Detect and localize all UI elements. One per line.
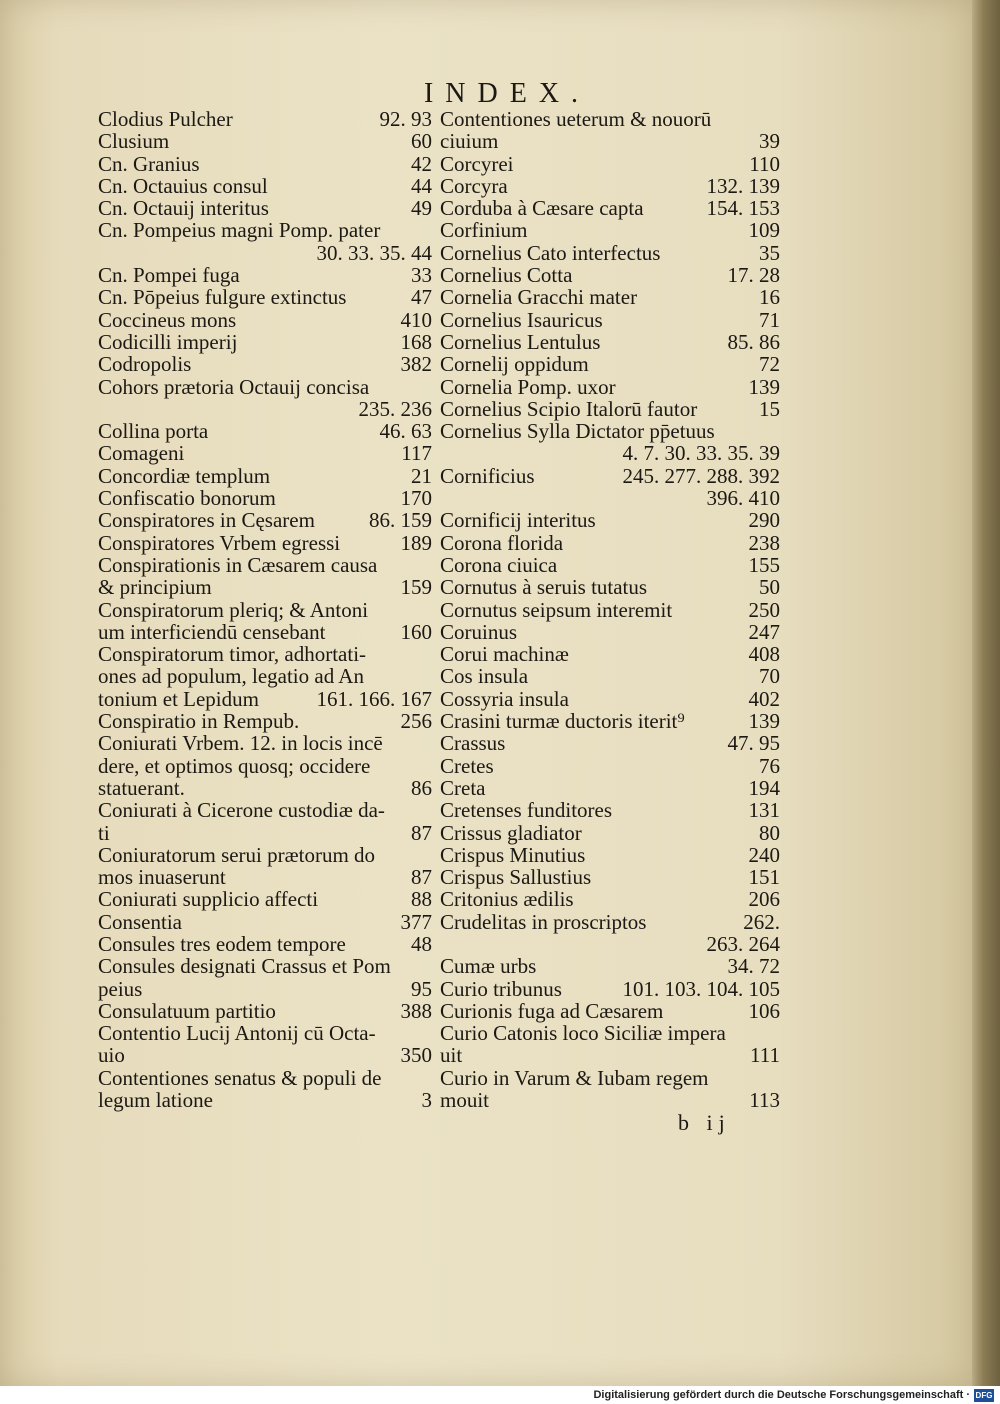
index-entry xyxy=(98,755,432,777)
entry-page-numbers: 263. 264 xyxy=(706,931,780,956)
index-entry xyxy=(440,777,780,799)
index-entry xyxy=(98,844,432,866)
entry-page-numbers: 161. 166. 167 xyxy=(316,686,432,711)
index-entry xyxy=(98,197,432,219)
index-entry xyxy=(98,822,432,844)
footer-bar xyxy=(0,1386,1000,1404)
entry-text: Cn. Octauij interitus xyxy=(98,196,269,221)
entry-text: Cn. Pompei fuga xyxy=(98,263,240,288)
entry-text: Cornelius Sylla Dictator pp̄etuus xyxy=(440,419,715,444)
entry-text: Clodius Pulcher xyxy=(98,107,233,131)
entry-text: Conspiratores Vrbem egressi xyxy=(98,530,341,555)
entry-text: Cumæ urbs xyxy=(440,954,537,979)
entry-text: Cretenses funditores xyxy=(440,798,613,823)
entry-text: ti xyxy=(98,820,110,845)
entry-text: Crassus xyxy=(440,731,506,756)
entry-page-numbers: 39 xyxy=(759,129,780,154)
entry-text: Curio Catonis loco Siciliæ impera xyxy=(440,1021,726,1046)
index-entry xyxy=(98,710,432,732)
entry-text: Corfinium xyxy=(440,218,528,243)
entry-text: Comageni xyxy=(98,441,185,466)
entry-text: Critonius ædilis xyxy=(440,887,574,912)
index-entry xyxy=(98,933,432,955)
entry-page-numbers: 382 xyxy=(400,352,432,377)
entry-page-numbers: 194 xyxy=(748,775,780,800)
signature-mark: b ij xyxy=(678,1110,731,1135)
entry-page-numbers: 168 xyxy=(400,329,432,354)
entry-page-numbers: 238 xyxy=(748,530,780,555)
index-entry xyxy=(98,554,432,576)
index-entry xyxy=(98,175,432,197)
entry-page-numbers: 206 xyxy=(748,887,780,912)
index-entry xyxy=(440,643,780,665)
entry-text: Cornelius Cato interfectus xyxy=(440,240,661,265)
entry-text: Crispus Sallustius xyxy=(440,865,592,890)
entry-page-numbers: 402 xyxy=(748,686,780,711)
index-column-right xyxy=(440,108,780,1111)
entry-page-numbers: 50 xyxy=(759,575,780,600)
index-entry xyxy=(440,242,780,264)
index-entry xyxy=(98,688,432,710)
entry-page-numbers: 139 xyxy=(748,374,780,399)
index-entry xyxy=(440,665,780,687)
entry-text: Coniurati à Cicerone custodiæ da- xyxy=(98,798,385,823)
entry-page-numbers: 76 xyxy=(759,753,780,778)
entry-text: Cornificius xyxy=(440,463,535,488)
entry-page-numbers: 154. 153 xyxy=(706,196,780,221)
index-entry xyxy=(98,1044,432,1066)
index-entry xyxy=(98,866,432,888)
entry-text: statuerant. xyxy=(98,775,185,800)
entry-text: Cornelius Scipio Italorū fautor xyxy=(440,396,698,421)
index-entry xyxy=(440,1089,780,1111)
index-entry xyxy=(98,509,432,531)
entry-page-numbers: 247 xyxy=(748,619,780,644)
index-entry xyxy=(440,732,780,754)
entry-page-numbers: 106 xyxy=(748,998,780,1023)
entry-page-numbers: 35 xyxy=(759,240,780,265)
entry-page-numbers: 15 xyxy=(759,396,780,421)
entry-text: Collina porta xyxy=(98,419,209,444)
index-entry xyxy=(98,465,432,487)
entry-page-numbers: 47. 95 xyxy=(727,731,780,756)
entry-text: Cornelius Isauricus xyxy=(440,307,603,332)
index-entry xyxy=(440,599,780,621)
entry-page-numbers: 92. 93 xyxy=(379,107,432,131)
entry-page-numbers: 240 xyxy=(748,842,780,867)
entry-page-numbers: 60 xyxy=(411,129,432,154)
index-entry xyxy=(440,1022,780,1044)
entry-page-numbers: 3 xyxy=(421,1088,432,1113)
entry-page-numbers: 88 xyxy=(411,887,432,912)
index-entry xyxy=(98,353,432,375)
entry-text: Cn. Octauius consul xyxy=(98,173,268,198)
index-entry xyxy=(98,911,432,933)
entry-text: Contentiones ueterum & nouorū xyxy=(440,107,712,131)
index-entry xyxy=(440,331,780,353)
index-entry xyxy=(440,353,780,375)
entry-text: Cornelius Lentulus xyxy=(440,329,601,354)
index-entry xyxy=(98,1089,432,1111)
entry-text: Conspiratorum timor, adhortati- xyxy=(98,642,367,667)
index-entry xyxy=(440,398,780,420)
entry-text: Cretes xyxy=(440,753,494,778)
entry-text: legum latione xyxy=(98,1088,213,1113)
entry-page-numbers: 95 xyxy=(411,976,432,1001)
index-entry xyxy=(98,978,432,1000)
entry-page-numbers: 113 xyxy=(749,1088,780,1113)
entry-page-numbers: 256 xyxy=(400,709,432,734)
index-entry xyxy=(440,175,780,197)
entry-page-numbers: 21 xyxy=(411,463,432,488)
index-entry xyxy=(440,264,780,286)
entry-page-numbers: 159 xyxy=(400,575,432,600)
index-entry xyxy=(440,219,780,241)
entry-text: Corcyrei xyxy=(440,151,514,176)
entry-text: Cornelia Gracchi mater xyxy=(440,285,638,310)
page-edge xyxy=(972,0,1000,1386)
entry-text: Cn. Pompeius magni Pomp. pater xyxy=(98,218,381,243)
index-entry xyxy=(440,822,780,844)
index-entry xyxy=(440,309,780,331)
index-entry xyxy=(98,108,432,130)
entry-text: Cohors prætoria Octauij concisa xyxy=(98,374,370,399)
entry-page-numbers: 87 xyxy=(411,820,432,845)
entry-page-numbers: 46. 63 xyxy=(379,419,432,444)
entry-text: Concordiæ templum xyxy=(98,463,271,488)
index-entry xyxy=(440,866,780,888)
entry-text: Contentio Lucij Antonij cū Octa- xyxy=(98,1021,376,1046)
entry-page-numbers: 34. 72 xyxy=(727,954,780,979)
index-entry xyxy=(98,130,432,152)
entry-page-numbers: 109 xyxy=(748,218,780,243)
entry-text: Conspiratorum pleriq; & Antoni xyxy=(98,597,369,622)
index-entry xyxy=(98,621,432,643)
index-entry xyxy=(440,442,780,464)
index-entry xyxy=(440,911,780,933)
index-entry xyxy=(98,732,432,754)
entry-text: Corona ciuica xyxy=(440,552,558,577)
entry-page-numbers: 72 xyxy=(759,352,780,377)
entry-page-numbers: 131 xyxy=(748,798,780,823)
index-entry xyxy=(440,621,780,643)
entry-page-numbers: 16 xyxy=(759,285,780,310)
entry-page-numbers: 250 xyxy=(748,597,780,622)
entry-page-numbers: 30. 33. 35. 44 xyxy=(316,240,432,265)
entry-text: mouit xyxy=(440,1088,490,1113)
entry-text: Cn. Pōpeius fulgure extinctus xyxy=(98,285,347,310)
index-entry xyxy=(98,442,432,464)
entry-page-numbers: 101. 103. 104. 105 xyxy=(622,976,780,1001)
entry-page-numbers: 160 xyxy=(400,619,432,644)
entry-page-numbers: 71 xyxy=(759,307,780,332)
entry-text: Consules tres eodem tempore xyxy=(98,931,346,956)
index-entry xyxy=(98,331,432,353)
index-entry xyxy=(440,799,780,821)
entry-text: mos inuaserunt xyxy=(98,865,226,890)
index-entry xyxy=(440,955,780,977)
entry-page-numbers: 48 xyxy=(411,931,432,956)
index-entry xyxy=(440,888,780,910)
entry-text: Cn. Granius xyxy=(98,151,200,176)
index-entry xyxy=(98,264,432,286)
index-entry xyxy=(440,576,780,598)
entry-text: Consulatuum partitio xyxy=(98,998,276,1023)
page-header: INDEX. xyxy=(423,78,591,109)
entry-text: dere, et optimos quosq; occidere xyxy=(98,753,371,778)
entry-page-numbers: 396. 410 xyxy=(706,486,780,511)
index-entry xyxy=(98,599,432,621)
entry-page-numbers: 350 xyxy=(400,1043,432,1068)
index-entry xyxy=(98,286,432,308)
entry-text: Crissus gladiator xyxy=(440,820,582,845)
index-entry xyxy=(98,643,432,665)
entry-text: Corcyra xyxy=(440,173,508,198)
entry-page-numbers: 388 xyxy=(400,998,432,1023)
index-entry xyxy=(440,710,780,732)
entry-page-numbers: 117 xyxy=(401,441,432,466)
entry-page-numbers: 189 xyxy=(400,530,432,555)
entry-page-numbers: 132. 139 xyxy=(706,173,780,198)
index-entry xyxy=(440,755,780,777)
entry-page-numbers: 262. xyxy=(743,909,780,934)
entry-text: Curio in Varum & Iubam regem xyxy=(440,1065,709,1090)
index-entry xyxy=(98,576,432,598)
entry-page-numbers: 85. 86 xyxy=(727,329,780,354)
dfg-logo: DFG xyxy=(975,1390,993,1400)
index-entry xyxy=(440,978,780,1000)
entry-text: Contentiones senatus & populi de xyxy=(98,1065,382,1090)
entry-page-numbers: 410 xyxy=(400,307,432,332)
entry-text: Coniurati supplicio affecti xyxy=(98,887,319,912)
index-entry xyxy=(98,398,432,420)
entry-page-numbers: 4. 7. 30. 33. 35. 39 xyxy=(622,441,780,466)
entry-text: Cornutus seipsum interemit xyxy=(440,597,673,622)
index-entry xyxy=(98,420,432,442)
index-entry xyxy=(440,130,780,152)
entry-text: Cornelij oppidum xyxy=(440,352,589,377)
entry-text: Coruinus xyxy=(440,619,518,644)
entry-text: Cornificij interitus xyxy=(440,508,596,533)
entry-page-numbers: 47 xyxy=(411,285,432,310)
entry-page-numbers: 290 xyxy=(748,508,780,533)
entry-page-numbers: 86 xyxy=(411,775,432,800)
entry-text: Corui machinæ xyxy=(440,642,569,667)
entry-text: Cornelius Cotta xyxy=(440,263,573,288)
index-entry xyxy=(98,665,432,687)
index-entry xyxy=(440,153,780,175)
entry-text: um interficiendū censebant xyxy=(98,619,326,644)
index-entry xyxy=(440,688,780,710)
entry-text: Curionis fuga ad Cæsarem xyxy=(440,998,664,1023)
entry-text: Consentia xyxy=(98,909,182,934)
index-column-left xyxy=(98,108,432,1111)
entry-text: Coccineus mons xyxy=(98,307,237,332)
index-entry xyxy=(440,1044,780,1066)
entry-page-numbers: 80 xyxy=(759,820,780,845)
entry-page-numbers: 155 xyxy=(748,552,780,577)
entry-page-numbers: 235. 236 xyxy=(358,396,432,421)
entry-page-numbers: 49 xyxy=(411,196,432,221)
entry-text: Coniuratorum serui prætorum do xyxy=(98,842,376,867)
entry-text: Crasini turmæ ductoris iterit⁹ xyxy=(440,709,685,734)
entry-text: Conspiratores in Cęsarem xyxy=(98,508,315,533)
entry-page-numbers: 377 xyxy=(400,909,432,934)
entry-text: Conspirationis in Cæsarem causa xyxy=(98,552,378,577)
index-entry xyxy=(440,554,780,576)
index-entry xyxy=(98,799,432,821)
footer-credit: Digitalisierung gefördert durch die Deutsche Forschungsgemeinschaft · xyxy=(593,1389,970,1401)
index-entry xyxy=(98,376,432,398)
index-entry xyxy=(440,844,780,866)
entry-page-numbers: 33 xyxy=(411,263,432,288)
index-entry xyxy=(440,197,780,219)
index-entry xyxy=(440,509,780,531)
entry-page-numbers: 70 xyxy=(759,664,780,689)
entry-page-numbers: 86. 159 xyxy=(369,508,432,533)
index-entry xyxy=(98,1067,432,1089)
index-entry xyxy=(440,108,780,130)
entry-text: ciuium xyxy=(440,129,499,154)
entry-text: Codropolis xyxy=(98,352,192,377)
index-entry xyxy=(440,286,780,308)
entry-text: Coniurati Vrbem. 12. in locis incē xyxy=(98,731,383,756)
index-entry xyxy=(98,532,432,554)
entry-text: peius xyxy=(98,976,143,1001)
index-entry xyxy=(98,1022,432,1044)
index-entry xyxy=(440,487,780,509)
index-entry xyxy=(440,465,780,487)
index-entry xyxy=(98,1000,432,1022)
entry-text: Cornelia Pomp. uxor xyxy=(440,374,616,399)
entry-text: Crudelitas in proscriptos xyxy=(440,909,647,934)
entry-text: Cossyria insula xyxy=(440,686,569,711)
entry-text: Codicilli imperij xyxy=(98,329,238,354)
entry-text: Creta xyxy=(440,775,486,800)
entry-page-numbers: 408 xyxy=(748,642,780,667)
index-entry xyxy=(440,933,780,955)
index-entry xyxy=(98,487,432,509)
entry-text: Corona florida xyxy=(440,530,564,555)
index-entry xyxy=(98,888,432,910)
entry-text: Conspiratio in Rempub. xyxy=(98,709,300,734)
entry-page-numbers: 87 xyxy=(411,865,432,890)
entry-text: Crispus Minutius xyxy=(440,842,586,867)
index-entry xyxy=(440,376,780,398)
index-entry xyxy=(98,955,432,977)
index-entry xyxy=(98,242,432,264)
index-entry xyxy=(98,153,432,175)
entry-text: tonium et Lepidum xyxy=(98,686,259,711)
entry-text: uit xyxy=(440,1043,463,1068)
entry-page-numbers: 151 xyxy=(748,865,780,890)
entry-text: ones ad populum, legatio ad An xyxy=(98,664,364,689)
entry-page-numbers: 17. 28 xyxy=(727,263,780,288)
index-entry xyxy=(440,420,780,442)
entry-text: Curio tribunus xyxy=(440,976,562,1001)
entry-page-numbers: 245. 277. 288. 392 xyxy=(622,463,780,488)
entry-text: & principium xyxy=(98,575,212,600)
index-entry xyxy=(440,532,780,554)
index-entry xyxy=(98,219,432,241)
entry-page-numbers: 139 xyxy=(748,709,780,734)
entry-text: Clusium xyxy=(98,129,170,154)
entry-page-numbers: 110 xyxy=(749,151,780,176)
entry-text: uio xyxy=(98,1043,125,1068)
entry-text: Cornutus à seruis tutatus xyxy=(440,575,648,600)
entry-page-numbers: 42 xyxy=(411,151,432,176)
entry-text: Corduba à Cæsare capta xyxy=(440,196,644,221)
index-entry xyxy=(440,1000,780,1022)
index-entry xyxy=(98,777,432,799)
entry-text: Confiscatio bonorum xyxy=(98,486,276,511)
index-entry xyxy=(98,309,432,331)
index-entry xyxy=(440,1067,780,1089)
entry-text: Cos insula xyxy=(440,664,529,689)
entry-text: Consules designati Crassus et Pom xyxy=(98,954,391,979)
entry-page-numbers: 111 xyxy=(750,1043,780,1068)
entry-page-numbers: 170 xyxy=(400,486,432,511)
entry-page-numbers: 44 xyxy=(411,173,432,198)
